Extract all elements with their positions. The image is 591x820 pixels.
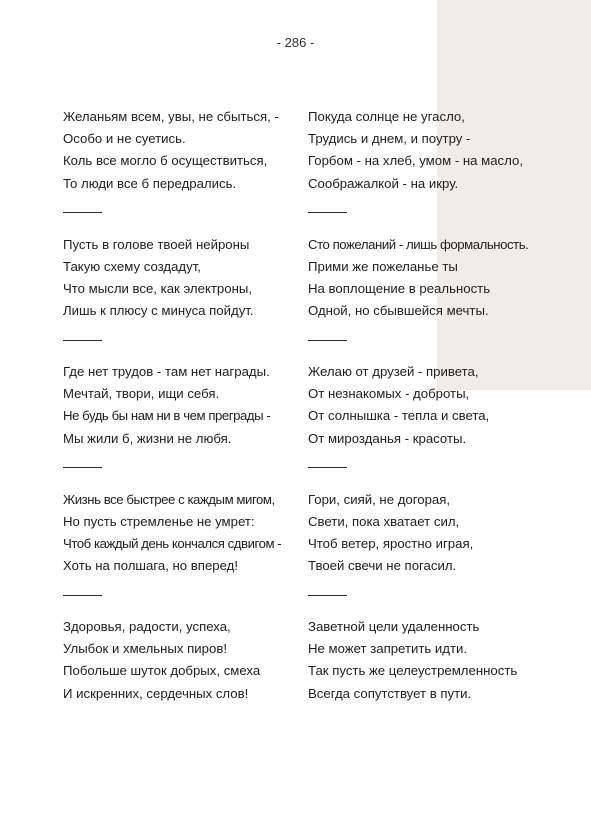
stanza <box>63 106 303 234</box>
verse-line: Твоей свечи не погасил. <box>308 558 457 574</box>
verse-line: Улыбок и хмельных пиров! <box>63 641 228 657</box>
verse-line: Прими же пожеланье ты <box>308 258 458 274</box>
verse-line: От мирозданья - красоты. <box>308 430 467 446</box>
verse-line: Чтоб ветер, яростно играя, <box>308 535 474 551</box>
verse-line: Побольше шуток добрых, смеха <box>63 663 261 679</box>
verse-line: Так пусть же целеустремленность <box>308 663 518 679</box>
verse-line: Здоровья, радости, успеха, <box>63 619 231 634</box>
verse-line: Сто пожеланий - лишь формальность. <box>308 236 529 252</box>
verse-line: Желаньям всем, увы, не сбыться, - <box>63 109 279 124</box>
verse-line: Не может запретить идти. <box>308 641 468 657</box>
stanza-divider <box>63 340 102 341</box>
verse-line: Мечтай, твори, ищи себя. <box>63 386 220 402</box>
verse-line: Трудись и днем, и поутру - <box>308 131 471 147</box>
stanza <box>308 106 548 234</box>
stanza <box>63 361 303 489</box>
verse-line: На воплощение в реальность <box>308 280 491 296</box>
verse-line: Заветной цели удаленность <box>308 619 480 634</box>
verse-line: Пусть в голове твоей нейроны <box>63 236 250 252</box>
verse-line: Что мысли все, как электроны, <box>63 280 253 296</box>
stanza <box>308 616 548 744</box>
stanza <box>308 234 548 362</box>
stanza-divider <box>63 467 102 468</box>
verse-line: Мы жили б, жизни не любя. <box>63 430 232 446</box>
poem-column-right <box>308 106 548 744</box>
stanza <box>308 489 548 617</box>
stanza-divider <box>63 595 102 596</box>
verse-line: Лишь к плюсу с минуса пойдут. <box>63 303 254 319</box>
verse-line: То люди все б передрались. <box>63 175 237 191</box>
verse-line: Хоть на полшага, но вперед! <box>63 558 239 574</box>
verse-line: Соображалкой - на икру. <box>308 175 459 191</box>
verse-line: Гори, сияй, не догорая, <box>308 491 451 507</box>
stanza <box>308 361 548 489</box>
verse-line: Чтоб каждый день кончался сдвигом - <box>63 535 282 551</box>
stanza-divider <box>308 467 347 468</box>
stanza <box>63 616 303 744</box>
stanza-divider <box>63 212 102 213</box>
poem-column-left <box>63 106 303 744</box>
verse-line: Где нет трудов - там нет награды. <box>63 364 270 379</box>
stanza <box>63 489 303 617</box>
verse-line: И искренних, сердечных слов! <box>63 685 249 701</box>
stanza-divider <box>308 340 347 341</box>
stanza-divider <box>308 212 347 213</box>
stanza <box>63 234 303 362</box>
verse-line: От солнышка - тепла и света, <box>308 408 490 424</box>
verse-line: Одной, но сбывшейся мечты. <box>308 303 489 319</box>
stanza-divider <box>308 595 347 596</box>
verse-line: Свети, пока хватает сил, <box>308 513 460 529</box>
verse-line: От незнакомых - доброты, <box>308 386 470 402</box>
verse-line: Покуда солнце не угасло, <box>308 109 465 124</box>
verse-line: Коль все могло б осуществиться, <box>63 153 268 169</box>
verse-line: Всегда сопутствует в пути. <box>308 685 472 701</box>
verse-line: Особо и не суетись. <box>63 131 186 147</box>
verse-line: Но пусть стремленье не умрет: <box>63 513 255 529</box>
verse-line: Не будь бы нам ни в чем преграды - <box>63 408 271 424</box>
verse-line: Жизнь все быстрее с каждым мигом, <box>63 491 275 507</box>
page-number: - 286 - <box>276 35 315 50</box>
verse-line: Горбом - на хлеб, умом - на масло, <box>308 153 523 169</box>
verse-line: Желаю от друзей - привета, <box>308 364 479 379</box>
verse-line: Такую схему создадут, <box>63 258 201 274</box>
